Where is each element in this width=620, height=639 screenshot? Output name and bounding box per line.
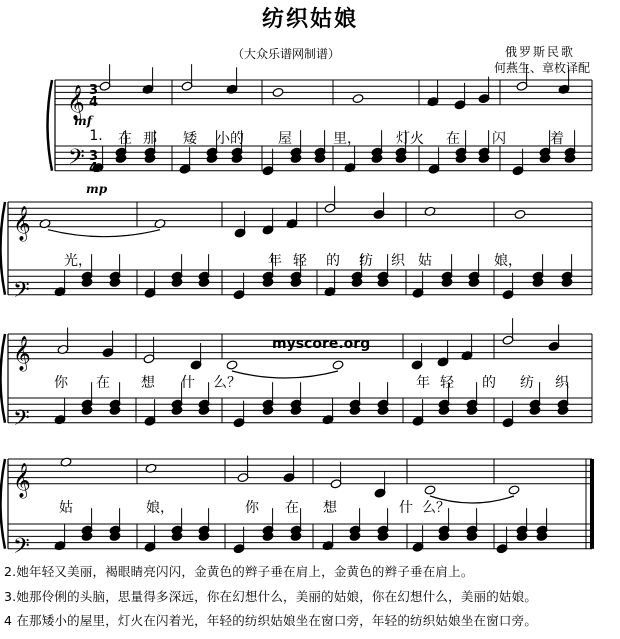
lyric-syllable: 你	[54, 375, 68, 391]
lyric-syllable: 那	[143, 131, 157, 147]
lyric-syllable: 在	[446, 131, 460, 147]
lyric-syllable: 么？	[422, 500, 450, 516]
lyric-syllable: 在	[285, 500, 299, 516]
lyric-syllable: 娘，	[494, 253, 522, 269]
note-head	[508, 485, 520, 495]
treble-clef-icon: 𝄞	[13, 206, 31, 241]
watermark: myscore.org	[272, 336, 371, 352]
lyric-syllable: 屋	[278, 131, 292, 147]
note-head	[514, 209, 526, 219]
lyric-syllable: 光，	[64, 253, 92, 269]
lyric-syllable: 纺	[520, 375, 534, 391]
brace	[1, 202, 6, 295]
origin-credit: 俄罗斯民歌	[505, 45, 576, 59]
lyric-syllable: 想	[141, 375, 155, 391]
lyric-syllable: 什	[399, 500, 413, 516]
bass-clef-icon: 𝄢	[13, 406, 30, 436]
verse-2: 2.她年轻又美丽，褐眼睛亮闪闪，金黄色的辫子垂在肩上，金黄色的辫子垂在肩上。	[4, 564, 474, 579]
lyric-syllable: 么？	[213, 375, 241, 391]
dynamic-mp: mp	[86, 182, 108, 196]
time-signature-top: 3	[89, 149, 99, 164]
treble-clef-icon: 𝄞	[13, 336, 31, 371]
lyric-syllable: 在	[118, 131, 132, 147]
lyric-syllable: 想	[323, 500, 337, 516]
treble-clef-icon: 𝄞	[67, 85, 85, 120]
lyric-syllable: 年	[416, 375, 430, 391]
tie	[232, 371, 338, 378]
lyric-syllable: 轻	[440, 375, 454, 391]
lyric-syllable: 闪	[492, 131, 506, 147]
verse-4: 4 在那矮小的屋里，灯火在闪着光，年轻的纺织姑娘坐在窗口旁，年轻的纺织姑娘坐在窗口旁。	[4, 613, 538, 628]
lyric-syllable: 纺	[359, 253, 373, 269]
lyric-syllable: 灯火	[396, 131, 424, 147]
treble-clef-icon: 𝄞	[13, 463, 31, 498]
bass-clef-icon: 𝄢	[13, 534, 30, 564]
lyric-syllable: 小的	[216, 131, 244, 147]
note-head	[272, 87, 284, 97]
tie	[48, 230, 160, 237]
dynamic-mf: mf	[74, 114, 92, 128]
verse-3: 3.她那伶俐的头脑，思量得多深远，你在幻想什么，美丽的姑娘，你在幻想什么，美丽的姑娘。	[4, 589, 538, 604]
lyric-syllable: 里，	[333, 131, 361, 147]
note-head	[226, 360, 238, 370]
time-signature-bottom: 4	[89, 95, 99, 110]
lyric-syllable: 轻	[293, 253, 307, 269]
brace	[48, 80, 53, 171]
time-signature-top: 3	[89, 83, 99, 98]
translator-credit: 何燕生、章枚译配	[494, 61, 591, 75]
lyric-syllable: 的	[482, 375, 496, 391]
lyric-syllable: 年	[268, 253, 282, 269]
lyric-syllable: 姑	[418, 253, 432, 269]
lyric-syllable: 在	[96, 375, 110, 391]
lyric-syllable: 的	[326, 253, 340, 269]
note-head	[424, 485, 436, 495]
verse-number: 1.	[89, 128, 103, 144]
bass-clef-icon: 𝄢	[13, 278, 30, 308]
brace	[1, 459, 6, 549]
bass-clef-icon: 𝄢	[68, 145, 85, 175]
score-marks	[13, 83, 108, 564]
brace	[1, 334, 6, 423]
lyric-syllable: 什	[181, 375, 195, 391]
lyric-syllable: 姑	[59, 500, 73, 516]
lyric-syllable: 你	[245, 500, 259, 516]
note-head	[352, 94, 364, 104]
time-signature-bottom: 4	[89, 161, 99, 176]
source-note: （大众乐谱网制谱）	[232, 47, 341, 61]
lyric-syllable: 娘，	[146, 500, 174, 516]
note-head	[332, 360, 344, 370]
song-title: 纺织姑娘	[261, 7, 358, 32]
lyric-syllable: 着	[550, 131, 564, 147]
lyric-syllable: 织	[555, 375, 569, 391]
lyric-syllable: 织	[391, 253, 405, 269]
lyric-syllable: 矮	[183, 131, 197, 147]
